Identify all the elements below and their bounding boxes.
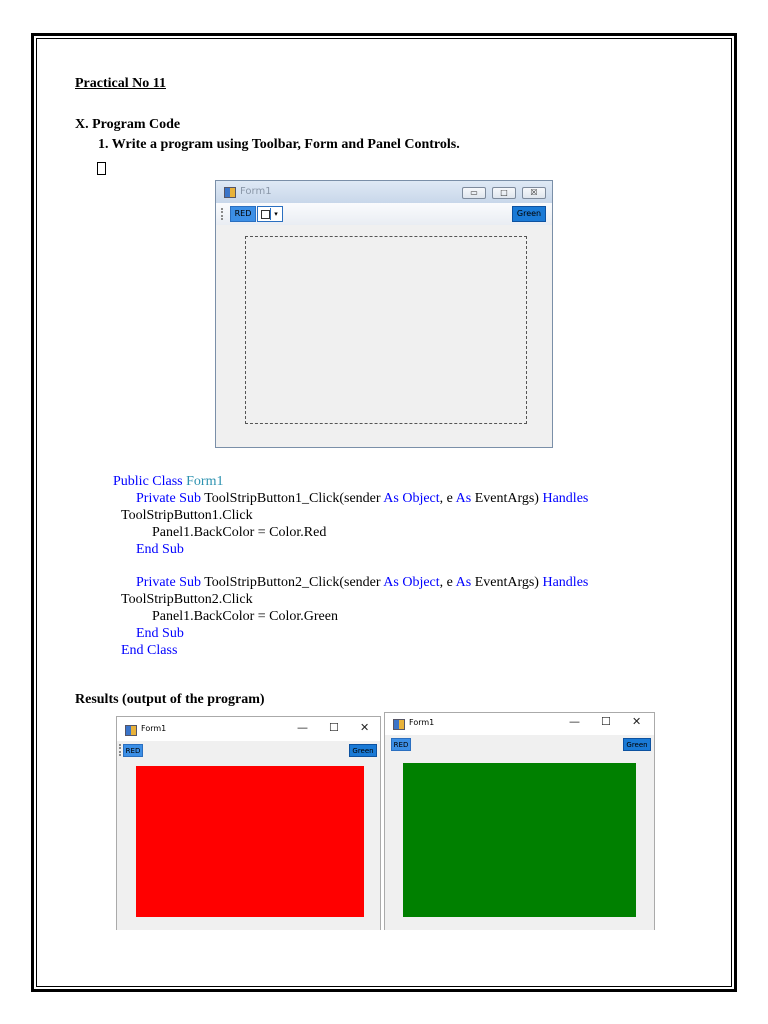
output-window-green (384, 712, 655, 930)
minimize-button[interactable]: ▭ (462, 187, 486, 199)
code-line: Panel1.BackColor = Color.Red (152, 525, 327, 540)
tool-strip (385, 735, 654, 755)
green-button[interactable]: Green (623, 738, 651, 751)
add-item-dropdown-button[interactable] (257, 206, 283, 222)
code-line: Private Sub ToolStripButton2_Click(sender As Object, e As EventArgs) Handles (136, 575, 589, 590)
title-bar (385, 713, 654, 737)
code-line: Public Class Form1 (113, 474, 224, 489)
window-title: Form1 (141, 724, 167, 733)
red-button[interactable]: RED (391, 738, 411, 751)
panel1-green[interactable] (403, 763, 636, 917)
minimize-button[interactable]: — (297, 721, 308, 734)
code-line: End Sub (136, 542, 184, 557)
form-app-icon (125, 725, 137, 736)
code-line: ToolStripButton2.Click (121, 592, 253, 607)
code-line: Private Sub ToolStripButton1_Click(sender As Object, e As EventArgs) Handles (136, 491, 589, 506)
close-button[interactable]: ✕ (360, 721, 370, 734)
title-bar (216, 181, 552, 203)
red-button[interactable]: RED (230, 206, 256, 222)
close-button[interactable]: ✕ (632, 715, 642, 728)
code-line: Panel1.BackColor = Color.Green (152, 609, 338, 624)
designer-form-window (215, 180, 553, 448)
panel1[interactable] (245, 236, 527, 424)
missing-glyph-box-icon (97, 162, 106, 175)
window-title: Form1 (240, 186, 272, 197)
form-app-icon (393, 719, 405, 730)
maximize-button[interactable]: ☐ (329, 721, 339, 734)
red-button[interactable]: RED (123, 744, 143, 757)
results-heading: Results (output of the program) (75, 692, 265, 707)
green-button[interactable]: Green (512, 206, 546, 222)
maximize-button[interactable]: ☐ (601, 715, 611, 728)
question-1: 1. Write a program using Toolbar, Form and Panel Controls. (98, 137, 460, 152)
form-app-icon (224, 187, 236, 198)
green-button[interactable]: Green (349, 744, 377, 757)
form-client-area (385, 755, 654, 930)
maximize-button[interactable]: □ (492, 187, 516, 199)
close-button[interactable]: ☒ (522, 187, 546, 199)
panel1-red[interactable] (136, 766, 364, 917)
code-line: End Class (121, 643, 178, 658)
tool-strip (216, 203, 552, 225)
minimize-button[interactable]: — (569, 715, 580, 728)
page-title: Practical No 11 (75, 76, 166, 91)
section-heading-program-code: X. Program Code (75, 117, 181, 132)
title-bar (117, 717, 380, 741)
code-line: End Sub (136, 626, 184, 641)
window-title: Form1 (409, 718, 435, 727)
chevron-down-icon: ▾ (270, 208, 281, 220)
new-item-icon (261, 210, 270, 219)
tool-strip-grip-icon[interactable] (221, 208, 225, 220)
form-client-area (117, 761, 380, 930)
code-line: ToolStripButton1.Click (121, 508, 253, 523)
tool-strip (117, 741, 380, 761)
output-window-red (116, 716, 381, 930)
